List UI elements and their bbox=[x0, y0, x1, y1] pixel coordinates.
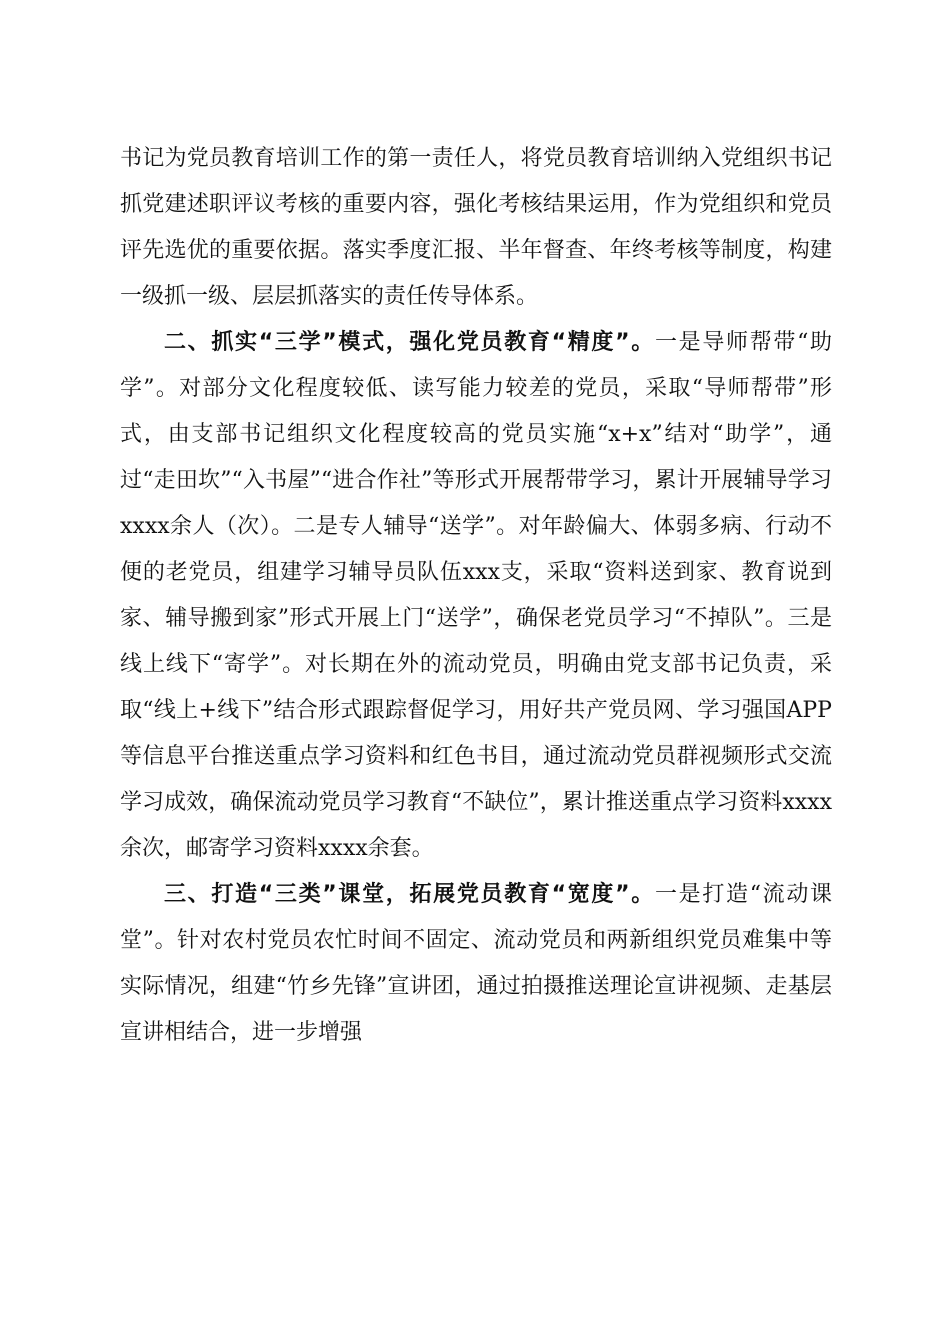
section-heading: 三、打造“三类”课堂，拓展党员教育“宽度”。 bbox=[164, 882, 655, 907]
paragraph-text: 一是导师帮带“助学”。对部分文化程度较低、读写能力较差的党员，采取“导师帮带”形式，由支部书记组织文化程度较高的党员实施“x+x”结对“助学”，通过“走田坎”“入书屋”“进合作社”等形式开展帮带学习，累计开展辅导学习xxxx余人（次）。二是专人辅导“送学”。对年龄偏大、体弱多病、行动不便的老党员，组建学习辅导员队伍xxx支，采取“资料送到家、教育说到家、辅导搬到家”形式开展上门“送学”，确保老党员学习“不掉队”。三是线上线下“寄学”。对长期在外的流动党员，明确由党支部书记负责，采取“线上+线下”结合形式跟踪督促学习，用好共产党员网、学习强国APP等信息平台推送重点学习资料和红色书目，通过流动党员群视频形式交流学习成效，确保流动党员学习教育“不缺位”，累计推送重点学习资料xxxx余次，邮寄学习资料xxxx余套。 bbox=[120, 330, 833, 861]
section-heading: 二、抓实“三学”模式，强化党员教育“精度”。 bbox=[164, 330, 655, 355]
paragraph-three-classrooms bbox=[120, 872, 832, 1056]
paragraph-text: 一是打造“流动课堂”。针对农村党员农忙时间不固定、流动党员和两新组织党员难集中等实际情况，组建“竹乡先锋”宣讲团，通过拍摄推送理论宣讲视频、走基层宣讲相结合，进一步增强 bbox=[120, 882, 833, 1045]
paragraph-text: 书记为党员教育培训工作的第一责任人，将党员教育培训纳入党组织书记抓党建述职评议考核的重要内容，强化考核结果运用，作为党组织和党员评先选优的重要依据。落实季度汇报、半年督查、年终考核等制度，构建一级抓一级、层层抓落实的责任传导体系。 bbox=[120, 146, 832, 309]
document-body bbox=[120, 136, 832, 1056]
paragraph-three-study-modes bbox=[120, 320, 832, 872]
paragraph-responsibility bbox=[120, 136, 832, 320]
